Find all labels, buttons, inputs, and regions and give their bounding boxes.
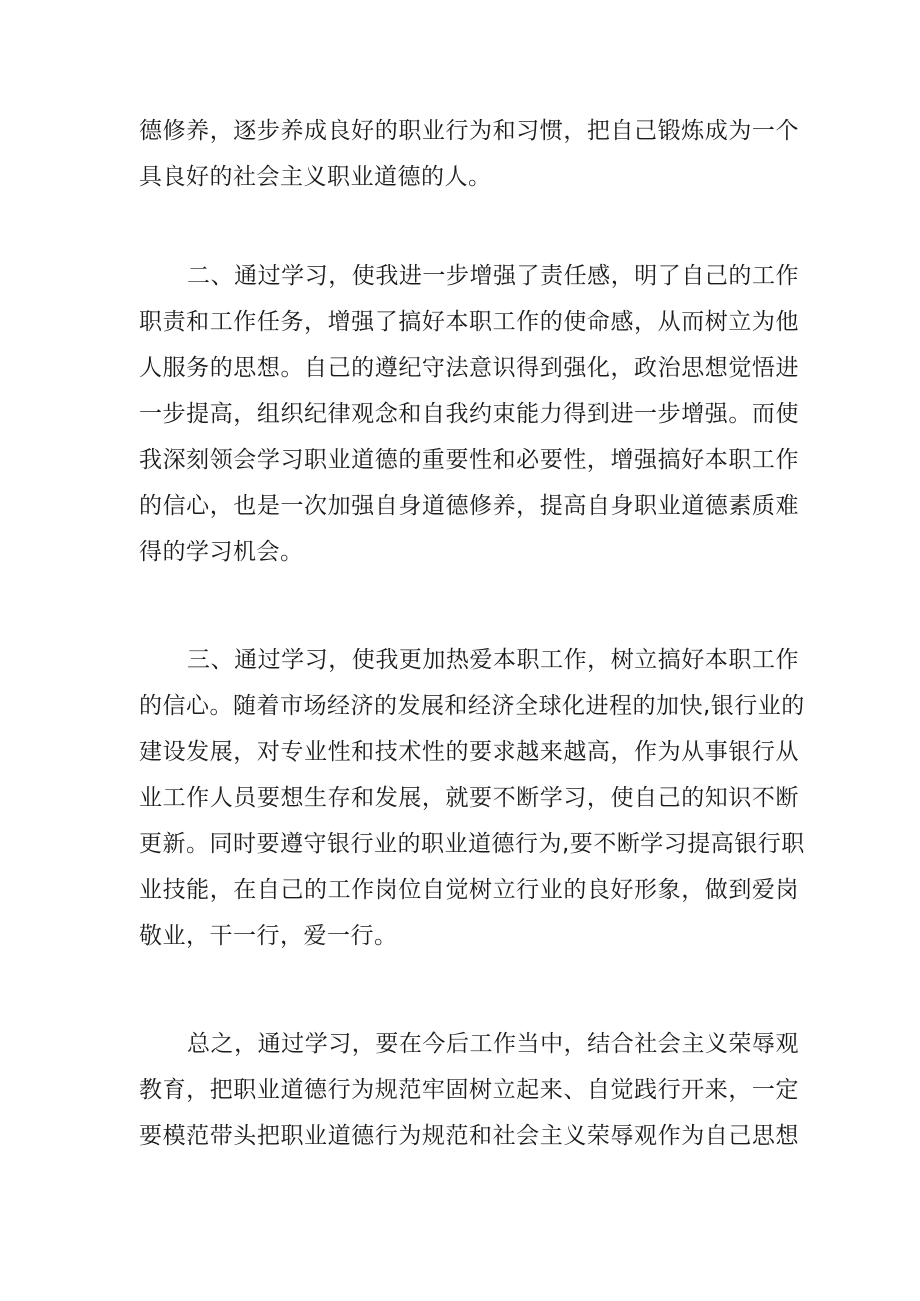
- text-line: 的信心。随着市场经济的发展和经济全球化进程的加快,银行业的: [139, 693, 805, 719]
- text-line: 的信心，也是一次加强自身道德修养，提高自身职业道德素质难: [139, 493, 799, 519]
- paragraph-conclusion: [139, 1021, 799, 1159]
- paragraph-section-three: [139, 637, 805, 959]
- text-line: 人服务的思想。自己的遵纪守法意识得到强化，政治思想觉悟进: [139, 355, 799, 381]
- text-line: 德修养，逐步养成良好的职业行为和习惯，把自己锻炼成为一个: [139, 118, 799, 144]
- paragraph-section-two: [139, 253, 799, 575]
- text-line: 具良好的社会主义职业道德的人。: [139, 164, 492, 190]
- text-line: 教育，把职业道德行为规范牢固树立起来、自觉践行开来，一定: [139, 1077, 799, 1103]
- text-line: 业技能，在自己的工作岗位自觉树立行业的良好形象，做到爱岗: [139, 877, 799, 903]
- text-line: 总之，通过学习，要在今后工作当中，结合社会主义荣辱观: [187, 1031, 799, 1057]
- text-line: 得的学习机会。: [139, 539, 304, 565]
- text-line: 二、通过学习，使我进一步增强了责任感，明了自己的工作: [187, 263, 799, 289]
- text-line: 职责和工作任务，增强了搞好本职工作的使命感，从而树立为他: [139, 309, 799, 335]
- text-line: 业工作人员要想生存和发展，就要不断学习，使自己的知识不断: [139, 785, 799, 811]
- paragraph-continuation: [139, 108, 799, 200]
- text-line: 敬业，干一行，爱一行。: [139, 923, 398, 949]
- text-line: 要模范带头把职业道德行为规范和社会主义荣辱观作为自己思想: [139, 1123, 799, 1149]
- text-line: 我深刻领会学习职业道德的重要性和必要性，增强搞好本职工作: [139, 447, 799, 473]
- text-line: 更新。同时要遵守银行业的职业道德行为,要不断学习提高银行职: [139, 831, 805, 857]
- text-line: 一步提高，组织纪律观念和自我约束能力得到进一步增强。而使: [139, 401, 799, 427]
- text-line: 建设发展，对专业性和技术性的要求越来越高，作为从事银行从: [139, 739, 799, 765]
- text-line: 三、通过学习，使我更加热爱本职工作，树立搞好本职工作: [187, 647, 799, 673]
